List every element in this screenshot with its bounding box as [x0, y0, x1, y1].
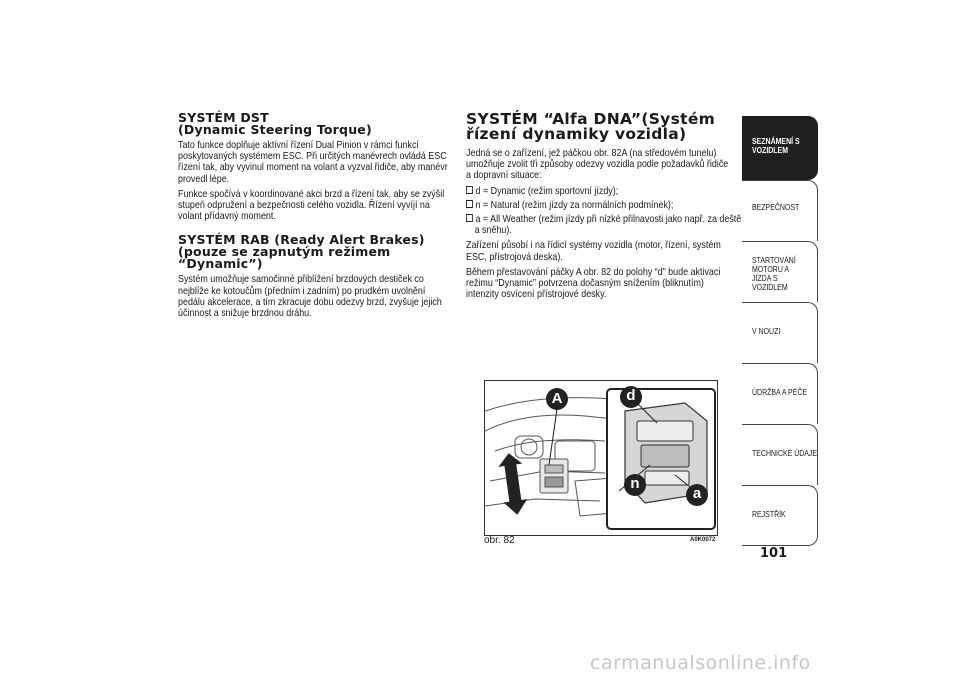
tab-label: ÚDRŽBA A PÉČE — [752, 387, 808, 397]
list-item: n = Natural (režim jízdy za normálních podmínek); — [466, 200, 744, 211]
page-number: 101 — [760, 546, 788, 561]
rab-heading — [178, 234, 450, 270]
dna-paragraph-1: Jedná se o zařízení, jež páčkou obr. 82A (na středovém tunelu) umožňuje zvolit tři způsoby odezvy vozidla podle požadavků řidiče a dopravní situace: — [466, 148, 729, 182]
figure-code: A0K0072 — [690, 537, 716, 543]
dst-paragraph-2: Funkce spočívá v koordinované akci brzd a řízení tak, aby se zvýšil stupeň odpružení a bezpečnosti celého vozidla. Řízení vyvíjí na volant přídavný moment. — [178, 188, 445, 223]
callout-a-upper: A — [546, 388, 568, 410]
figure-frame — [484, 380, 718, 536]
callout-n: n — [624, 474, 646, 496]
dna-heading-line2: řízení dynamiky vozidla) — [466, 125, 687, 143]
tab-label: STARTOVÁNÍ MOTORU A JÍZDA S VOZIDLEM — [752, 255, 796, 292]
watermark: carmanualsonline.info — [590, 652, 811, 674]
dna-paragraph-2: Zařízení působí i na řídicí systémy vozidla (motor, řízení, systém ESC, přístrojová deska). — [466, 240, 721, 263]
checkbox-bullet-icon — [466, 200, 473, 208]
rab-heading-line3: “Dynamic”) — [178, 256, 263, 272]
dna-heading — [466, 112, 736, 142]
tab-rejstrik[interactable] — [742, 485, 818, 546]
dna-options-list — [466, 185, 742, 237]
list-item: d = Dynamic (režim sportovní jízdy); — [466, 186, 744, 197]
callout-d: d — [620, 386, 642, 408]
tab-label: REJSTŘÍK — [752, 509, 786, 519]
tab-udrzba-a-pece[interactable] — [742, 363, 818, 424]
tab-label: V NOUZI — [752, 326, 781, 336]
checkbox-bullet-icon — [466, 214, 473, 222]
figure-caption: obr. 82 — [484, 535, 515, 546]
dst-heading — [178, 112, 450, 136]
tab-startovani-motoru[interactable] — [742, 241, 818, 302]
tab-label: TECHNICKÉ ÚDAJE — [752, 448, 818, 458]
chapter-tabs — [742, 116, 818, 546]
tab-technicke-udaje[interactable] — [742, 424, 818, 485]
callout-a: a — [686, 484, 708, 506]
tab-seznameni-s-vozidlem[interactable] — [742, 116, 818, 180]
list-item: a = All Weather (režim jízdy při nízké přilnavosti jako např. za deště a sněhu). — [466, 214, 744, 236]
rab-heading-line2: (pouze se zapnutým režimem — [178, 244, 391, 260]
rab-paragraph-1: Systém umožňuje samočinné přiblížení brzdových destiček co nejblíže ke kotoučům (předním i zadním) po prudkém uvolnění pedálu akcelerace, a tím zkracuje dobu odezvy brzd, zvyšuje jejich účinnost a snižuje brzdnou dráhu. — [178, 274, 442, 320]
dst-heading-line2: (Dynamic Steering Torque) — [178, 122, 372, 137]
dst-paragraph-1: Tato funkce doplňuje aktivní řízení Dual Pinion v rámci funkcí poskytovaných systémem ESC. Při určitých manévrech ovládá ESC řízení tak, aby vyvinul moment na volant a vyzval řidiče, aby manévr provedl lépe. — [178, 140, 448, 185]
dna-selector-illustration — [485, 381, 717, 535]
tab-bezpecnost[interactable] — [742, 180, 818, 241]
dst-heading-line1: SYSTÉM DST — [178, 110, 269, 125]
rab-heading-line1: SYSTÉM RAB (Ready Alert Brakes) — [178, 232, 425, 248]
tab-label: BEZPEČNOST — [752, 202, 800, 212]
right-column — [466, 110, 742, 304]
tab-v-nouzi[interactable] — [742, 302, 818, 363]
tab-label: SEZNÁMENÍ S VOZIDLEM — [752, 136, 800, 155]
left-column — [178, 112, 450, 323]
figure-82 — [484, 380, 718, 536]
dna-heading-line1: SYSTÉM “Alfa DNA”(Systém — [466, 110, 716, 128]
checkbox-bullet-icon — [466, 186, 473, 194]
dna-paragraph-3: Během přestavování páčky A obr. 82 do polohy “d” bude aktivaci režimu “Dynamic” potvrzena dočasným snížením (bliknutím) intenzity osvícení přístrojové desky. — [466, 266, 721, 301]
